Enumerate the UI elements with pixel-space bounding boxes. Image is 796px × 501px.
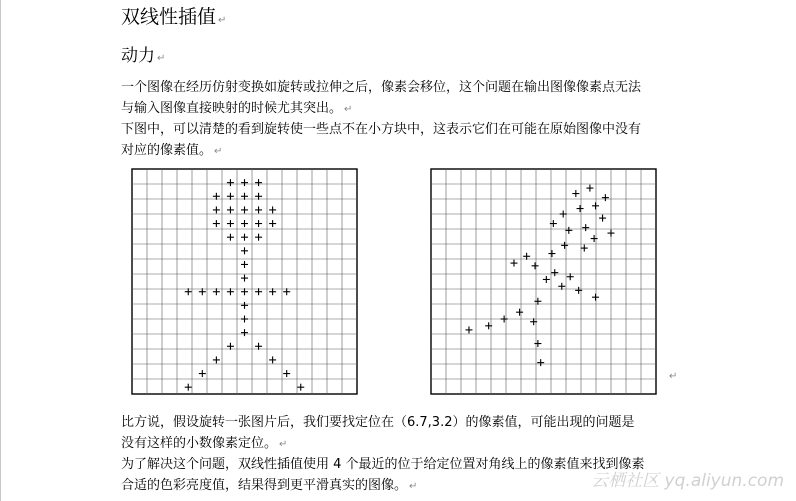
subheading-text: 动力 xyxy=(121,46,155,66)
paragraph-mark: ↵ xyxy=(214,146,223,157)
paragraph-mark: ↵ xyxy=(218,15,227,26)
page-left-border xyxy=(0,0,1,501)
original-grid xyxy=(132,169,357,394)
rotation-grid-svg xyxy=(128,166,688,406)
heading-bilinear-interpolation xyxy=(121,4,226,34)
rotated-grid xyxy=(431,169,656,394)
site-watermark: 云栖社区 yq.aliyun.com xyxy=(591,471,784,491)
paragraph-line: 下图中，可以清楚的看到旋转使一些点不在小方块中，这表示它们在可能在原始图像中没有 xyxy=(121,122,642,137)
heading-text: 双线性插值 xyxy=(121,6,217,28)
paragraph-rotation-figure-intro xyxy=(121,119,691,162)
paragraph-line: 没有这样的小数像素定位。 xyxy=(121,436,278,451)
paragraph-mark: ↵ xyxy=(409,481,418,492)
paragraph-line: 对应的像素值。 xyxy=(121,143,213,158)
paragraph-mark: ↵ xyxy=(157,53,166,64)
paragraph-fractional-example xyxy=(121,412,691,455)
paragraph-line: 比方说，假设旋转一张图片后，我们要找定位在（6.7,3.2）的像素值，可能出现的问题是 xyxy=(121,415,635,430)
paragraph-line: 一个图像在经历仿射变换如旋转或拉伸之后，像素会移位，这个问题在输出图像像素点无法 xyxy=(121,80,642,95)
paragraph-line: 合适的色彩亮度值，结果得到更平滑真实的图像。 xyxy=(121,478,408,493)
paragraph-mark: ↵ xyxy=(344,104,353,115)
rotated-frame xyxy=(431,169,656,394)
paragraph-line: 与输入图像直接映射的时候尤其突出。 xyxy=(121,101,343,116)
paragraph-mark: ↵ xyxy=(279,439,288,450)
subheading-motivation xyxy=(121,44,165,71)
paragraph-line: 为了解决这个问题，双线性插值使用 4 个最近的位于给定位置对角线上的像素值来找到像素 xyxy=(121,457,645,472)
rotation-grid-figure xyxy=(128,166,688,406)
paragraph-mark: ↵ xyxy=(669,371,678,382)
paragraph-affine-transform xyxy=(121,77,691,120)
